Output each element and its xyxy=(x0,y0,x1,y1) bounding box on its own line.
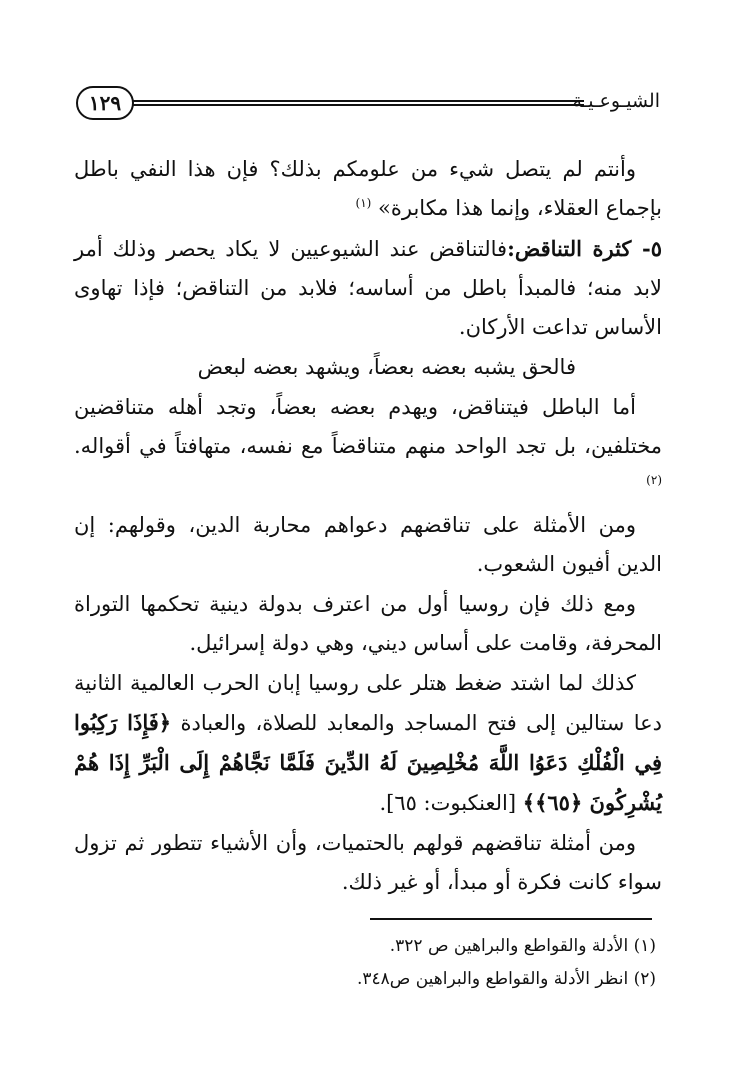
paragraph-text: أما الباطل فيتناقض، ويهدم بعضه بعضاً، وتجد أهله متناقضين مختلفين، بل تجد الواحد منهم متناقضاً مع نفسه، متهافتاً في أقواله. xyxy=(74,395,662,458)
paragraph: ومن الأمثلة على تناقضهم دعواهم محاربة الدين، وقولهم: إن الدين أفيون الشعوب. xyxy=(74,513,662,576)
verse-citation: [العنكبوت: ٦٥]. xyxy=(379,791,517,815)
header-rule xyxy=(132,100,584,106)
section-heading: ٥- كثرة التناقض: xyxy=(507,236,662,261)
paragraph-text: فالتناقض عند الشيوعيين لا يكاد يحصر وذلك أمر لابد منه؛ فالمبدأ باطل من أساسه؛ فلابد من التناقض؛ فإذا تهاوى الأساس تداعت الأركان. xyxy=(74,237,662,339)
paragraph xyxy=(74,229,662,347)
page-number: ١٢٩ xyxy=(76,86,134,120)
paragraph: فالحق يشبه بعضه بعضاً، ويشهد بعضه لبعض xyxy=(197,355,576,379)
paragraph-text: كذلك لما اشتد ضغط هتلر على روسيا إبان الحرب العالمية الثانية دعا ستالين إلى فتح المساجد والمعابد للصلاة، والعبادة xyxy=(74,671,662,735)
paragraph xyxy=(74,664,662,823)
paragraph xyxy=(74,150,662,228)
footnote-reference: (٢) xyxy=(646,473,662,487)
footnote: (٢) انظر الأدلة والقواطع والبراهين ص٣٤٨. xyxy=(356,969,656,989)
quran-verse: ﴿فَإِذَا رَكِبُوا فِي الْفُلْكِ دَعَوُا اللَّهَ مُخْلِصِينَ لَهُ الدِّينَ فَلَمَّا نَجَّاهُمْ إِلَى الْبَرِّ إِذَا هُمْ يُشْرِكُونَ ﴿٦٥﴾﴾ xyxy=(74,710,662,815)
footnote: (١) الأدلة والقواطع والبراهين ص ٣٢٢. xyxy=(389,936,656,956)
footnote-divider xyxy=(370,918,652,920)
paragraph: ومن أمثلة تناقضهم قولهم بالحتميات، وأن الأشياء تتطور ثم تزول سواء كانت فكرة أو مبدأ، أو غير ذلك. xyxy=(74,831,662,894)
footnotes xyxy=(200,930,656,996)
footnote-reference: (١) xyxy=(355,196,372,210)
main-text xyxy=(74,150,662,903)
running-title: الشيـوعـيـة xyxy=(572,90,660,112)
page-header xyxy=(76,84,660,124)
paragraph xyxy=(74,388,662,505)
paragraph-text: وأنتم لم يتصل شيء من علومكم بذلك؟ فإن هذا النفي باطل بإجماع العقلاء، وإنما هذا مكابرة» xyxy=(74,157,662,220)
paragraph: ومع ذلك فإن روسيا أول من اعترف بدولة دينية تحكمها التوراة المحرفة، وقامت على أساس ديني، وهي دولة إسرائيل. xyxy=(74,592,662,655)
